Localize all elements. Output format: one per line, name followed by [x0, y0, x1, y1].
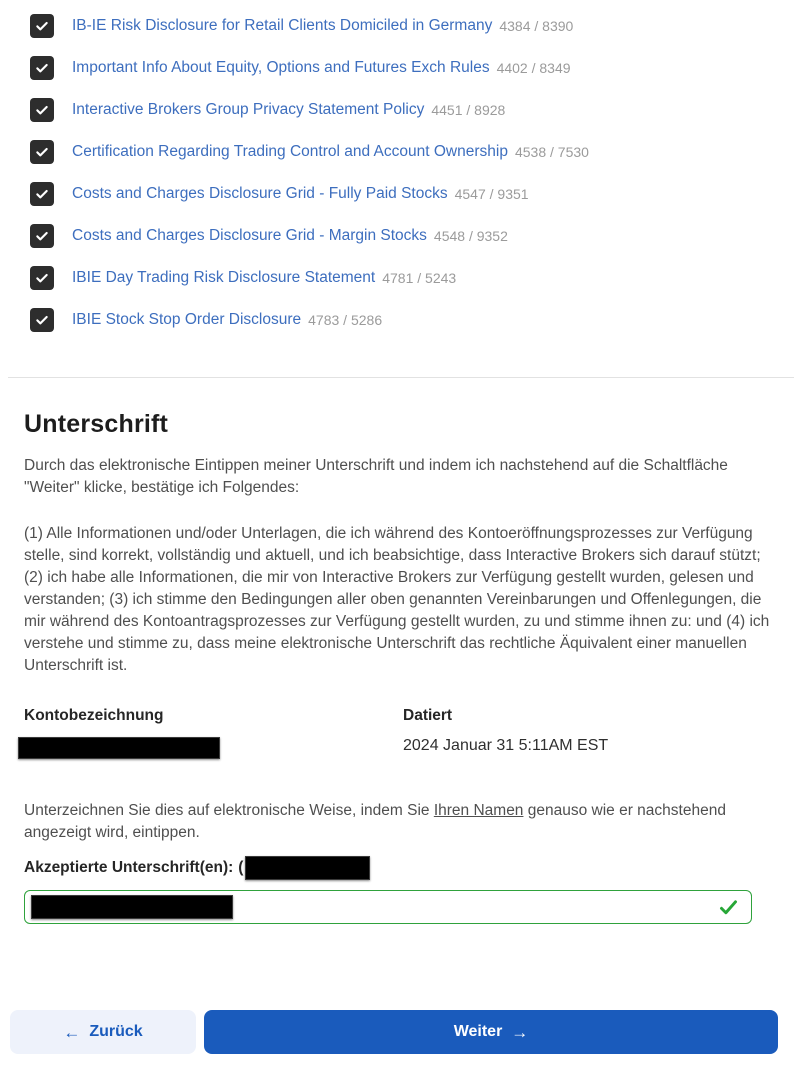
disclosure-checkbox-checked[interactable]	[30, 224, 54, 248]
your-name-link[interactable]: Ihren Namen	[433, 802, 524, 819]
disclosure-checkbox-checked[interactable]	[30, 182, 54, 206]
back-button[interactable]	[10, 1010, 196, 1054]
disclosure-checkbox-checked[interactable]	[30, 56, 54, 80]
signature-intro-text: Durch das elektronische Eintippen meiner Unterschrift und indem ich nachstehend auf die Schaltfläche "Weiter" klicke, bestätige ich Folgendes:	[24, 457, 728, 496]
signature-input[interactable]	[24, 890, 752, 924]
check-icon	[34, 312, 50, 328]
back-button-label: Zurück	[89, 1023, 143, 1040]
disclosure-row	[30, 14, 778, 38]
disclosure-row	[30, 98, 778, 122]
disclosure-row	[30, 224, 778, 248]
disclosure-row	[30, 308, 778, 332]
disclosure-row	[30, 266, 778, 290]
disclosure-checkbox-checked[interactable]	[30, 266, 54, 290]
sign-instruction-before: Unterzeichnen Sie dies auf elektronische Weise, indem Sie	[24, 802, 434, 819]
check-icon	[34, 102, 50, 118]
signature-terms-text: (1) Alle Informationen und/oder Unterlagen, die ich während des Kontoeröffnungsprozesses zur Verfügung stelle, sind korrekt, vollständig und aktuell, und ich beabsichtige, dass Interactive Brokers sich darauf stützt; (2) ich habe alle Informationen, die mir von Interactive Brokers zur Verfügung gestellt wurden, gelesen und verstanden; (3) ich stimme den Bedingungen aller oben genannten Vereinbarungen und Offenlegungen, die mir während des Kontoantragsprozesses zur Verfügung gestellt wurden, zu und stimme ihnen zu: und (4) ich verstehe und stimme zu, dass meine elektronische Unterschrift das rechtliche Äquivalent einer manuellen Unterschrift ist.	[24, 525, 770, 674]
arrow-right-icon: →	[511, 1022, 529, 1042]
disclosure-doc-numbers: 4548 / 9352	[433, 228, 508, 244]
redacted-typed-signature	[31, 895, 233, 919]
next-button[interactable]	[204, 1010, 778, 1054]
account-title-label: Kontobezeichnung	[24, 707, 164, 724]
disclosure-checkbox-checked[interactable]	[30, 140, 54, 164]
disclosure-link[interactable]: Certification Regarding Trading Control and Account Ownership	[72, 143, 508, 160]
signature-fields-row	[24, 707, 778, 764]
disclosure-doc-numbers: 4781 / 5243	[382, 270, 457, 286]
disclosure-list	[0, 0, 802, 332]
disclosure-link[interactable]: IBIE Stock Stop Order Disclosure	[72, 311, 302, 328]
check-icon	[34, 60, 50, 76]
sign-instruction-after: genauso wie er nachstehend angezeigt wird, eintippen.	[24, 802, 726, 841]
disclosure-link[interactable]: Important Info About Equity, Options and Futures Exch Rules	[72, 59, 490, 76]
redacted-accepted-signature-value	[245, 856, 370, 880]
sign-instruction-text	[24, 800, 778, 844]
section-divider	[8, 377, 794, 378]
disclosure-checkbox-checked[interactable]	[30, 308, 54, 332]
accepted-visible-fragment: (	[238, 859, 244, 876]
valid-check-icon	[718, 897, 739, 918]
check-icon	[34, 228, 50, 244]
check-icon	[34, 186, 50, 202]
check-icon	[34, 144, 50, 160]
disclosure-doc-numbers: 4451 / 8928	[431, 102, 506, 118]
disclosure-link[interactable]: IBIE Day Trading Risk Disclosure Statement	[72, 269, 376, 286]
arrow-left-icon: ←	[63, 1022, 81, 1042]
disclosure-doc-numbers: 4538 / 7530	[514, 144, 589, 160]
disclosure-link[interactable]: Interactive Brokers Group Privacy Statement Policy	[72, 101, 425, 118]
disclosure-doc-numbers: 4384 / 8390	[499, 18, 574, 34]
dated-value: 2024 Januar 31 5:11AM EST	[403, 737, 609, 754]
disclosure-doc-numbers: 4402 / 8349	[496, 60, 571, 76]
disclosure-row	[30, 182, 778, 206]
disclosure-link[interactable]: Costs and Charges Disclosure Grid - Fully Paid Stocks	[72, 185, 448, 202]
disclosure-link[interactable]: IB-IE Risk Disclosure for Retail Clients Domiciled in Germany	[72, 17, 493, 34]
accepted-signatures-label: Akzeptierte Unterschrift(en):	[24, 859, 234, 876]
account-title-field	[24, 707, 403, 764]
disclosure-doc-numbers: 4783 / 5286	[308, 312, 383, 328]
disclosure-checkbox-checked[interactable]	[30, 14, 54, 38]
redacted-account-title-value	[18, 737, 220, 759]
check-icon	[34, 270, 50, 286]
next-button-label: Weiter	[453, 1023, 503, 1040]
disclosure-checkbox-checked[interactable]	[30, 98, 54, 122]
disclosure-link[interactable]: Costs and Charges Disclosure Grid - Margin Stocks	[72, 227, 427, 244]
signature-section-title: Unterschrift	[24, 410, 169, 438]
dated-label: Datiert	[403, 707, 453, 724]
disclosure-row	[30, 56, 778, 80]
disclosure-doc-numbers: 4547 / 9351	[454, 186, 529, 202]
footer-button-bar	[10, 1010, 778, 1054]
accepted-signatures-line	[24, 856, 778, 880]
dated-field	[403, 707, 608, 764]
disclosure-row	[30, 140, 778, 164]
check-icon	[34, 18, 50, 34]
